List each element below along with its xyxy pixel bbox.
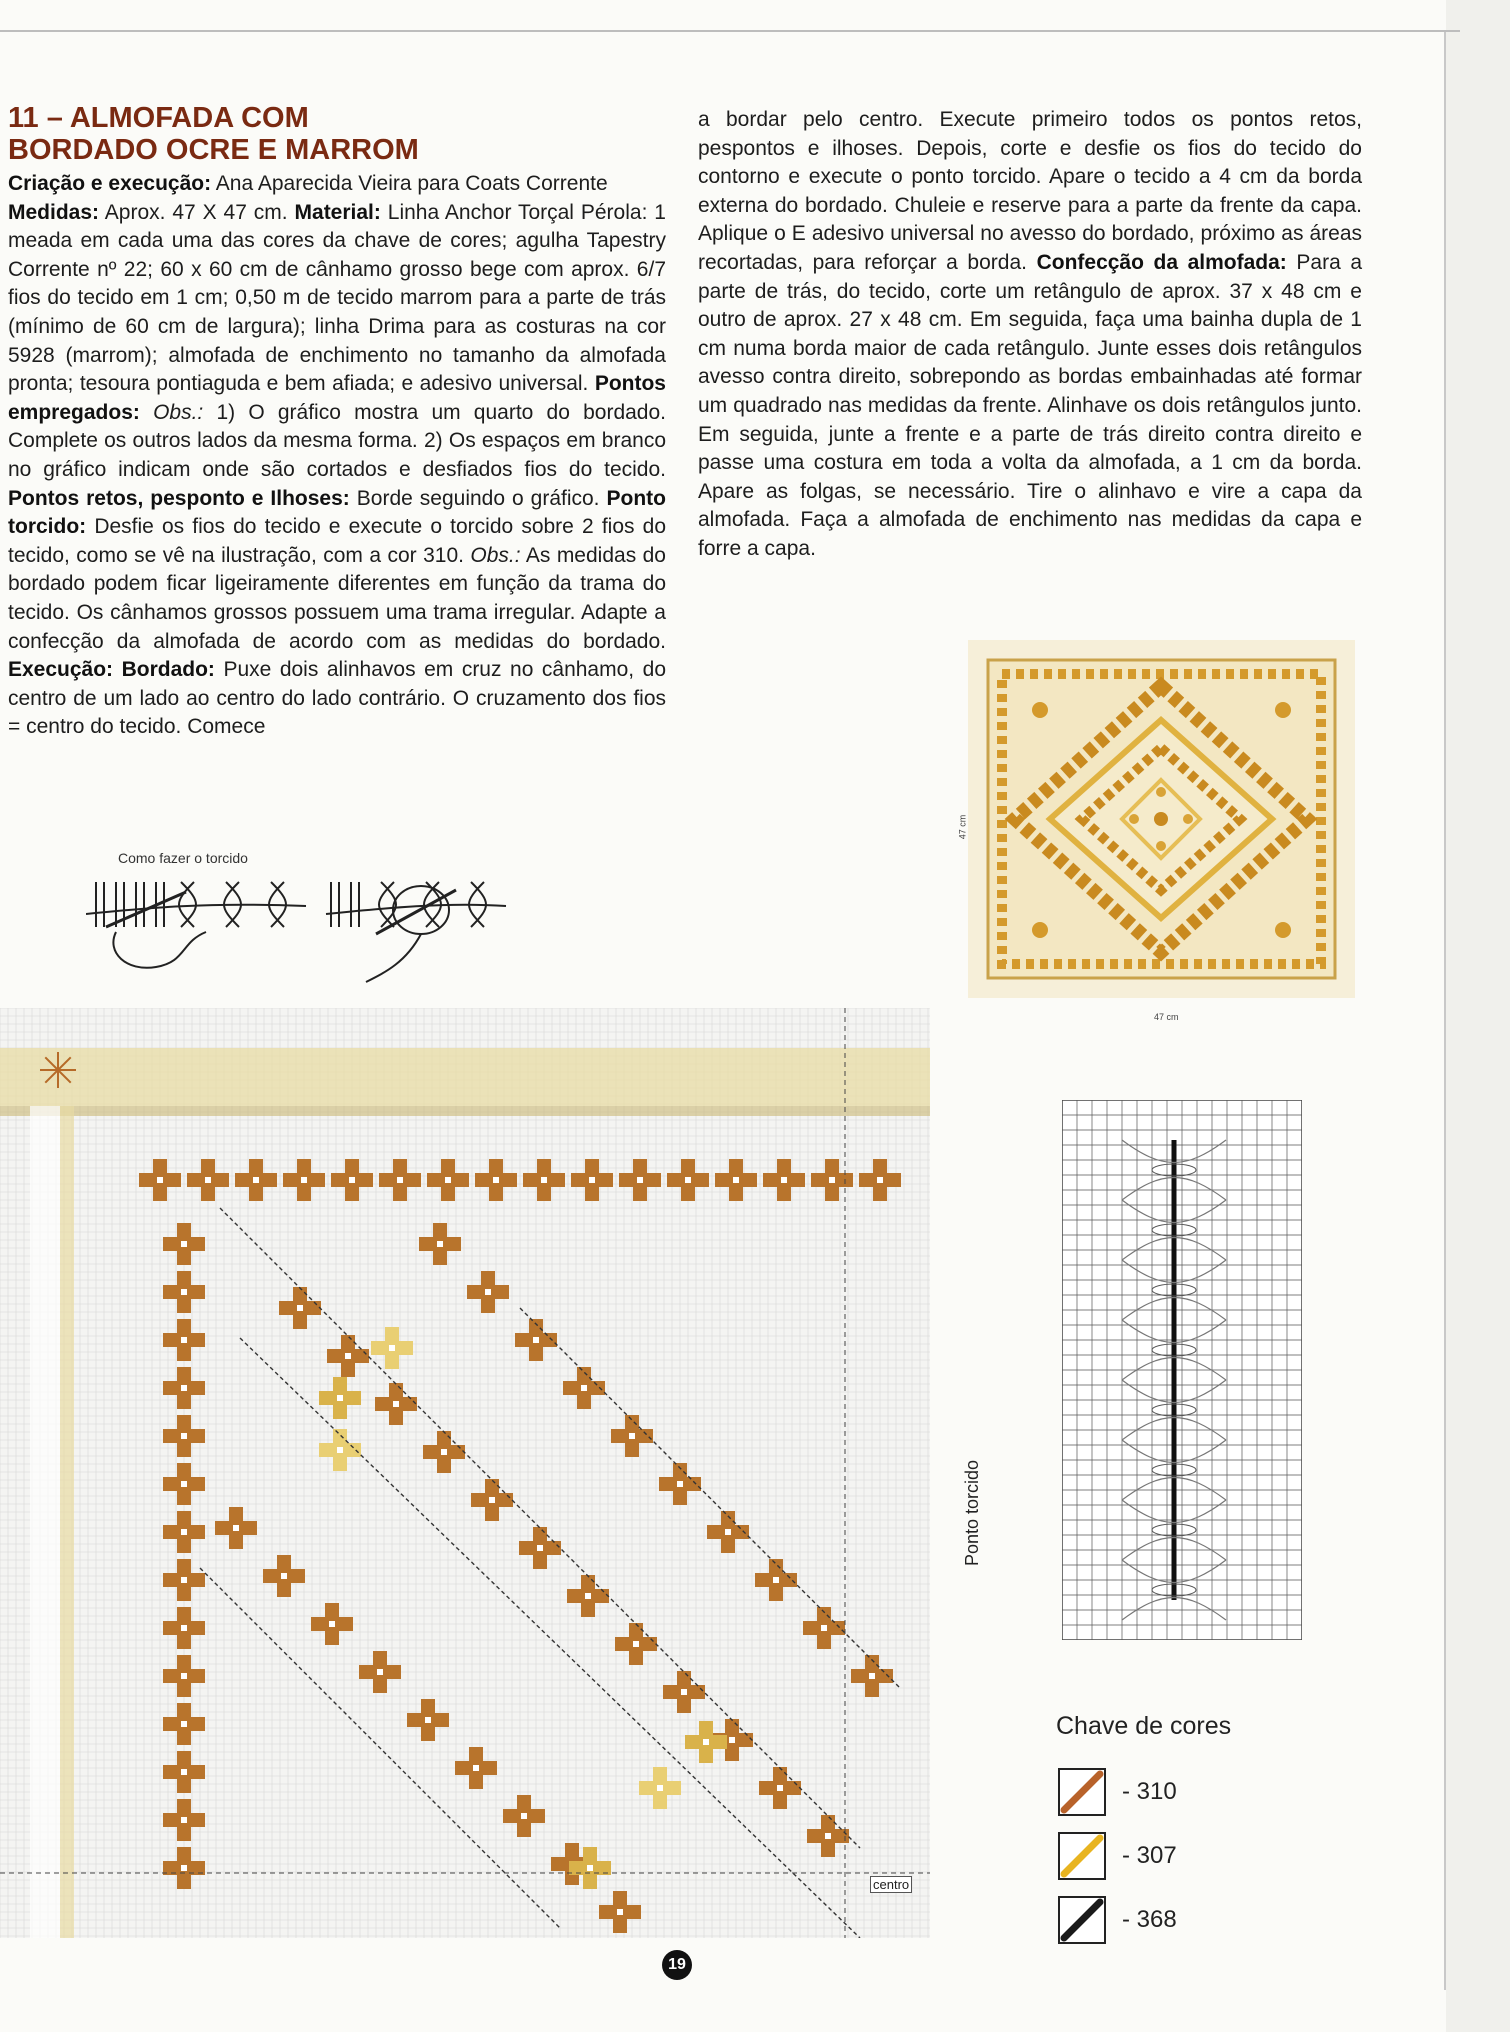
retos-text: Borde seguindo o gráfico.: [356, 486, 600, 510]
ponto-torcido-label: Ponto torcido: [962, 1459, 982, 1566]
ponto-torcido-chart: [1062, 1100, 1302, 1640]
execucao-label: Execução: Bordado:: [8, 658, 215, 682]
thread-swatch-icon: [1058, 1896, 1106, 1944]
obs2-text: As medidas do bordado podem ficar ligeiramente diferentes em função da trama do tecido. Os cânhamos grossos possuem uma trama irregular. Adapte a confecção da almofada de acordo com as medidas do bordado.: [8, 543, 666, 653]
obs-label: Obs.:: [153, 400, 204, 424]
chart-center-label: centro: [870, 1876, 912, 1893]
color-code: - 310: [1122, 1778, 1177, 1805]
execucao-text: Puxe dois alinhavos em cruz no cânhamo, do centro de um lado ao centro do lado contrário. O cruzamento dos fios = centro do tecido. Comece: [8, 658, 666, 739]
confeccao-text: Para a parte de trás, do tecido, corte um retângulo de aprox. 37 x 48 cm e outro de aprox. 27 x 48 cm. Em seguida, faça uma bainha dupla de 1 cm numa borda maior de cada retângulo. Junte esses dois retângulos avesso contra direito, sobrepondo as bordas embainhadas até formar um quadrado nas medidas da frente. Alinhave os dois retângulos junto. Em seguida, junte a frente e a parte de trás direito contra direito e passe uma costura em toda a volta da almofada, a 1 cm da borda. Apare as folgas, se necessário. Tire o alinhavo e vire a capa da almofada. Faça a almofada de enchimento nas medidas da capa e forre a capa.: [698, 250, 1363, 560]
color-key-row: [1058, 1896, 1177, 1944]
torcido-text: Desfie os fios do tecido e execute o torcido sobre 2 fios do tecido, como se vê na ilustração, com a cor 310.: [8, 515, 666, 567]
howto-caption: Como fazer o torcido: [118, 850, 248, 866]
obs2-label: Obs.:: [470, 543, 521, 567]
right-column-text: [698, 106, 1362, 564]
confeccao-label: Confecção da almofada:: [1036, 250, 1287, 274]
photo-width-label: 47 cm: [1154, 1012, 1179, 1022]
color-code: - 307: [1122, 1842, 1177, 1869]
top-rule: [0, 30, 1460, 32]
pontos-text: 1) O gráfico mostra um quarto do bordado. Complete os outros lados da mesma forma. 2) Os espaços em branco no gráfico indicam onde são cortados e desfiados fios do tecido.: [8, 400, 666, 481]
right-text-1: a bordar pelo centro. Execute primeiro todos os pontos retos, pespontos e ilhoses. Depois, corte e desfie os fios do tecido do contorno e execute o ponto torcido. Apare o tecido a 4 cm da borda externa do bordado. Chuleie e reserve para a parte da frente da capa. Aplique o E adesivo universal no avesso do bordado, próximo as áreas recortadas, para reforçar a borda.: [698, 108, 1362, 274]
spine-line: [1444, 30, 1446, 1990]
twisted-stitch-illustration: [86, 872, 526, 992]
photo-height-label: 47 cm: [957, 814, 968, 840]
thread-swatch-icon: [1058, 1832, 1106, 1880]
cushion-photo: [968, 640, 1355, 998]
color-key-title: Chave de cores: [1056, 1712, 1232, 1740]
medidas-label: Medidas:: [8, 200, 100, 224]
page-spine: [1446, 0, 1510, 2032]
thread-swatch-icon: [1058, 1768, 1106, 1816]
color-key-row: [1058, 1832, 1177, 1880]
pontos-label: Pontos empregados:: [8, 372, 666, 424]
color-key-row: [1058, 1768, 1177, 1816]
embroidery-pattern-chart: [0, 1008, 930, 1938]
retos-label: Pontos retos, pesponto e Ilhoses:: [8, 486, 350, 510]
page-number: 19: [662, 1950, 692, 1980]
credit-text: Ana Aparecida Vieira para Coats Corrente: [215, 172, 608, 195]
title-line-2: BORDADO OCRE E MARROM: [8, 134, 419, 166]
credit-label: Criação e execução:: [8, 172, 212, 195]
article-title: [8, 102, 668, 166]
material-text: Linha Anchor Torçal Pérola: 1 meada em cada uma das cores da chave de cores; agulha Tapestry Corrente nº 22; 60 x 60 cm de cânhamo grosso bege com aprox. 6/7 fios do tecido em 1 cm; 0,50 m de tecido marrom para a parte de trás (mínimo de 60 cm de largura); linha Drima para as costuras na cor 5928 (marrom); almofada de enchimento no tamanho da almofada pronta; tesoura pontiaguda e bem afiada; e adesivo universal.: [8, 200, 666, 396]
title-line-1: 11 – ALMOFADA COM: [8, 102, 309, 134]
material-label: Material:: [294, 200, 381, 224]
torcido-label: Ponto torcido:: [8, 486, 666, 539]
medidas-text: Aprox. 47 X 47 cm.: [104, 200, 288, 224]
left-column-text: [8, 170, 666, 742]
color-code: - 368: [1122, 1906, 1177, 1933]
